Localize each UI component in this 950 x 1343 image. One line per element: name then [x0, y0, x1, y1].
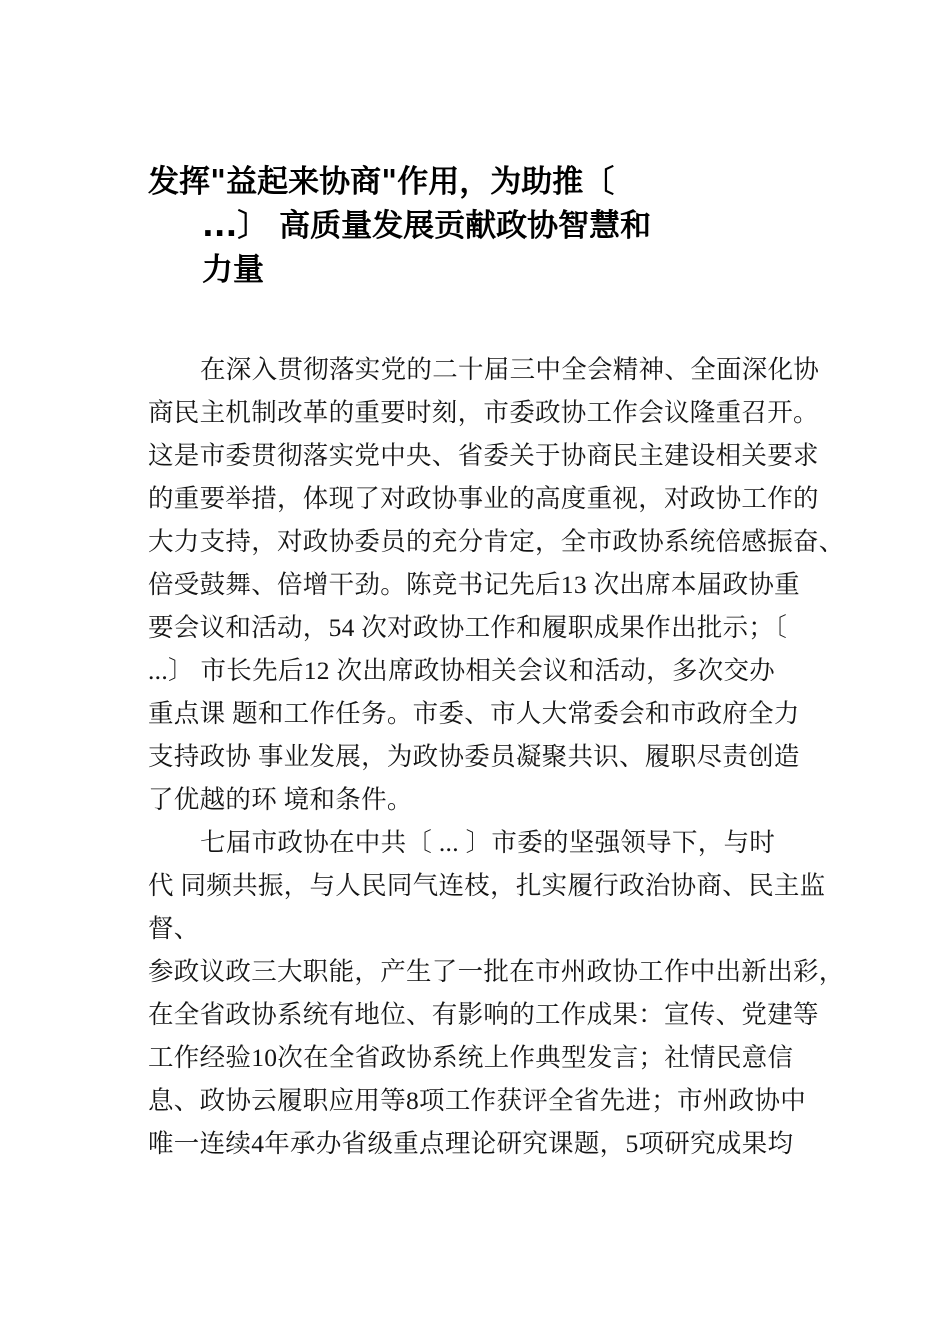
- paragraph-1-line-8: ...〕 市长先后12 次出席政协相关会议和活动，多次交办: [148, 656, 776, 685]
- paragraph-3-line-5: 唯一连续4年承办省级重点理论研究课题，5项研究成果均: [148, 1129, 794, 1158]
- title-line-1: 发挥"益起来协商"作用，为助推〔: [148, 164, 615, 200]
- paragraph-1-line-6: 倍受鼓舞、倍增干劲。陈竞书记先后13 次出席本届政协重: [148, 570, 800, 599]
- document-body: [148, 348, 845, 1165]
- paragraph-2-line-3: 督、: [148, 914, 200, 943]
- paragraph-3: [148, 950, 845, 1165]
- document-content: [148, 0, 845, 1165]
- paragraph-2-line-1: 七届市政协在中共〔 ... 〕市委的坚强领导下，与时: [200, 828, 776, 857]
- page-title: [148, 160, 832, 292]
- paragraph-1-line-1: 在深入贯彻落实党的二十届三中全会精神、全面深化协: [200, 355, 820, 384]
- paragraph-1-line-2: 商民主机制改革的重要时刻，市委政协工作会议隆重召开。: [148, 398, 819, 427]
- paragraph-1-line-7: 要会议和活动，54 次对政协工作和履职成果作出批示；〔: [148, 613, 788, 642]
- paragraph-1-line-11: 了优越的环 境和条件。: [148, 785, 413, 814]
- paragraph-1-line-4: 的重要举措，体现了对政协事业的高度重视，对政协工作的: [148, 484, 819, 513]
- paragraph-1-line-5: 大力支持，对政协委员的充分肯定，全市政协系统倍感振奋、: [148, 527, 845, 556]
- paragraph-3-line-3: 工作经验10次在全省政协系统上作典型发言；社情民意信: [148, 1043, 794, 1072]
- paragraph-2: [148, 821, 832, 950]
- title-line-2: ...〕 高质量发展贡献政协智慧和: [202, 208, 652, 244]
- paragraph-3-line-2: 在全省政协系统有地位、有影响的工作成果：宣传、党建等: [148, 1000, 819, 1029]
- paragraph-1-line-10: 支持政协 事业发展，为政协委员凝聚共识、履职尽责创造: [148, 742, 800, 771]
- title-line-3: 力量: [202, 252, 264, 288]
- paragraph-2-line-2: 代 同频共振，与人民同气连枝，扎实履行政治协商、民主监: [148, 871, 826, 900]
- paragraph-3-line-4: 息、政协云履职应用等8项工作获评全省先进；市州政协中: [148, 1086, 807, 1115]
- paragraph-1-line-9: 重点课 题和工作任务。市委、市人大常委会和市政府全力: [148, 699, 800, 728]
- paragraph-3-line-1: 参政议政三大职能，产生了一批在市州政协工作中出新出彩，: [148, 957, 845, 986]
- paragraph-1-line-3: 这是市委贯彻落实党中央、省委关于协商民主建设相关要求: [148, 441, 819, 470]
- paragraph-1: [148, 348, 845, 821]
